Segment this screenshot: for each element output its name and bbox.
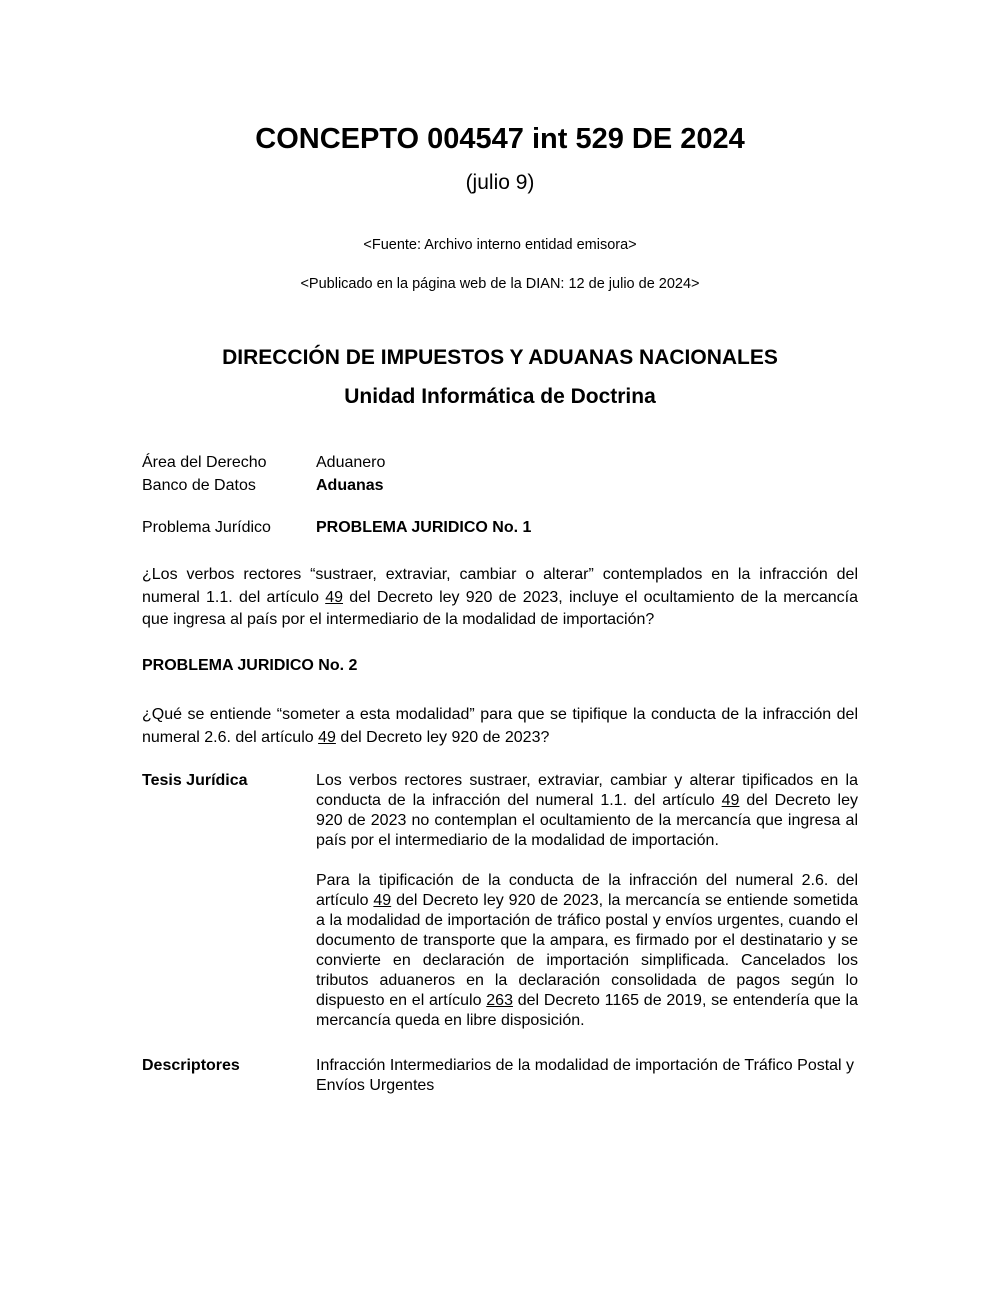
article-263-link[interactable]: 263 [486,992,513,1009]
tesis-p1-b: del Decreto ley 920 de 2023 no contemplan el ocultamiento de la mercancía que ingresa al país por el intermediario de la modalidad de importación. [316,792,858,849]
published-note: <Publicado en la página web de la DIAN: 12 de julio de 2024> [300,276,700,292]
descriptores-value: Infracción Intermediarios de la modalidad de importación de Tráfico Postal y Envíos Urgentes [316,1057,855,1094]
tesis-paragraph-2 [316,871,858,1031]
problem-2-text-b: del Decreto ley 920 de 2023? [335,728,550,746]
article-49-link[interactable]: 49 [318,728,336,746]
problem-label: Problema Jurídico [142,519,271,536]
area-label: Área del Derecho [142,454,267,471]
bank-value: Aduanas [316,477,384,494]
descriptores-label: Descriptores [142,1057,240,1074]
document-date: (julio 9) [465,171,535,194]
problem-2-text-a: ¿Qué se entiende “someter a esta modalidad” para que se tipifique la conducta de la infracción del numeral 2.6. del artículo [142,706,858,746]
tesis-p2-a: Para la tipificación de la conducta de la infracción del numeral 2.6. del artículo [316,872,858,909]
problem-1-text-b: del Decreto ley 920 de 2023, incluye el ocultamiento de la mercancía que ingresa al país por el intermediario de la modalidad de importación? [142,588,859,628]
problem-value: PROBLEMA JURIDICO No. 1 [316,519,532,536]
article-49-link[interactable]: 49 [325,588,344,606]
area-value: Aduanero [316,454,386,471]
source-note: <Fuente: Archivo interno entidad emisora> [363,237,637,253]
tesis-p1-a: Los verbos rectores sustraer, extraviar, cambiar y alterar tipificados en la conducta de la infracción del numeral 1.1. del artículo [316,772,858,809]
problem-1-text-a: ¿Los verbos rectores “sustraer, extraviar, cambiar o alterar” contemplados en la infracción del numeral 1.1. del artículo [142,566,858,606]
problem-2-heading: PROBLEMA JURIDICO No. 2 [142,657,358,674]
tesis-paragraph-1 [316,771,858,851]
tesis-label: Tesis Jurídica [142,772,248,789]
organization-heading: DIRECCIÓN DE IMPUESTOS Y ADUANAS NACIONALES [222,346,778,369]
tesis-p2-b: del Decreto ley 920 de 2023, la mercancía se entiende sometida a la modalidad de importación de tráfico postal y envíos urgentes, cuando el documento de transporte que la ampara, es firmado por el destinatario y se convierte en declaración de importación simplificada. Cancelados los tributos aduaneros en la declaración consolidada de pagos según lo dispuesto en el artículo [316,892,858,1009]
problem-2-text [142,704,858,749]
tesis-content [316,771,858,1031]
unit-heading: Unidad Informática de Doctrina [344,385,656,408]
document-title: CONCEPTO 004547 int 529 DE 2024 [255,123,745,155]
article-49-link[interactable]: 49 [373,892,392,909]
tesis-p2-c: del Decreto 1165 de 2019, se entendería que la mercancía queda en libre disposición. [316,992,858,1029]
bank-label: Banco de Datos [142,477,256,494]
problem-1-text [142,564,858,632]
article-49-link[interactable]: 49 [721,792,740,809]
